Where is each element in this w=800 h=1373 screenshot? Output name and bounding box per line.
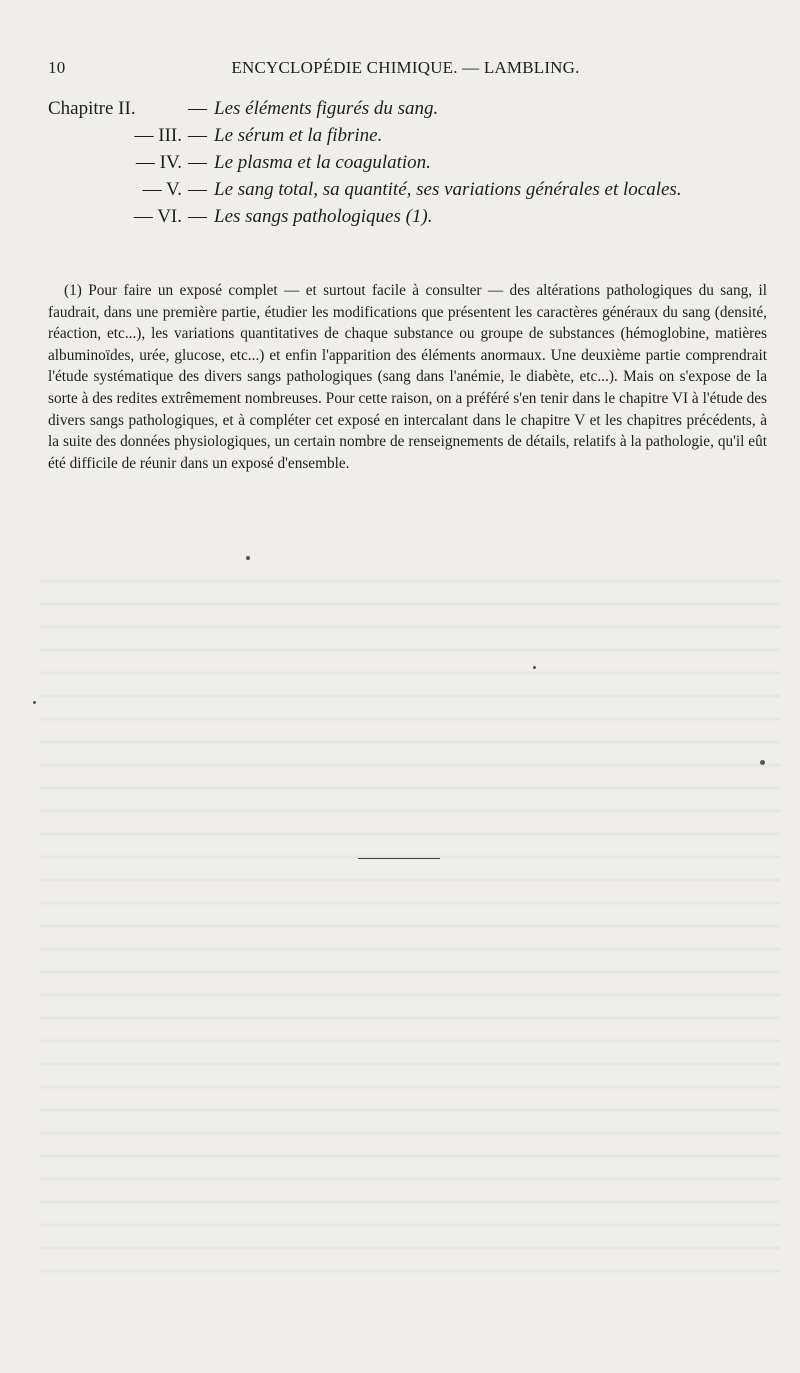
chapter-line bbox=[0, 98, 800, 126]
chapter-label: — VI. bbox=[133, 206, 182, 227]
chapter-title: Le sérum et la fibrine. bbox=[214, 125, 383, 146]
chapter-line bbox=[0, 125, 800, 153]
chapter-title: Les éléments figurés du sang. bbox=[214, 98, 439, 119]
chapter-line bbox=[0, 206, 800, 234]
ink-speck bbox=[33, 701, 36, 704]
chapter-label: — IV. bbox=[135, 152, 182, 173]
chapter-line bbox=[0, 152, 800, 180]
ink-speck bbox=[246, 556, 250, 560]
footnote bbox=[48, 280, 767, 474]
ink-speck bbox=[533, 666, 536, 669]
footnote-text: (1) Pour faire un exposé complet — et surtout facile à consulter — des altérations pathologiques du sang, il faudrait, dans une première partie, étudier les modifications que présentent les caractères généraux du sang (densité, réaction, etc...), les variations quantitatives de chaque substance ou groupe de substances (hémoglobine, matières albuminoïdes, urée, glucose, etc...) et enfin l'apparition des éléments anormaux. Une deuxième partie comprendrait l'étude systématique des divers sangs pathologiques (sang dans l'anémie, le diabète, etc...). Mais on s'expose de la sorte à des redites extrêmement nombreuses. Pour cette raison, on a préféré s'en tenir dans le chapitre VI à l'étude des divers sangs pathologiques, et à compléter cet exposé en intercalant dans le chapitre V et les chapitres précédents, à la suite des données physiologiques, un certain nombre de renseignements de détails, relatifs à la pathologie, qu'il eût été difficile de réunir dans un exposé d'ensemble. bbox=[48, 282, 767, 472]
bleed-through-texture bbox=[40, 560, 780, 1273]
chapter-line bbox=[0, 179, 800, 207]
chapter-title: Le plasma et la coagulation. bbox=[214, 152, 431, 173]
chapter-title: Les sangs pathologiques (1). bbox=[214, 206, 433, 227]
chapter-label: Chapitre II. bbox=[48, 98, 136, 119]
chapter-dash: — bbox=[188, 206, 207, 227]
chapter-dash: — bbox=[188, 98, 207, 119]
chapter-dash: — bbox=[188, 179, 207, 200]
page-number: 10 bbox=[48, 58, 66, 77]
chapter-label: — III. bbox=[134, 125, 182, 146]
page-header bbox=[48, 58, 763, 82]
chapter-dash: — bbox=[188, 152, 207, 173]
section-divider bbox=[358, 858, 440, 859]
chapter-title: Le sang total, sa quantité, ses variations générales et locales. bbox=[214, 179, 682, 200]
chapter-label: — V. bbox=[142, 179, 182, 200]
running-title: ENCYCLOPÉDIE CHIMIQUE. — LAMBLING. bbox=[231, 58, 580, 77]
ink-speck bbox=[760, 760, 765, 765]
chapter-dash: — bbox=[188, 125, 207, 146]
